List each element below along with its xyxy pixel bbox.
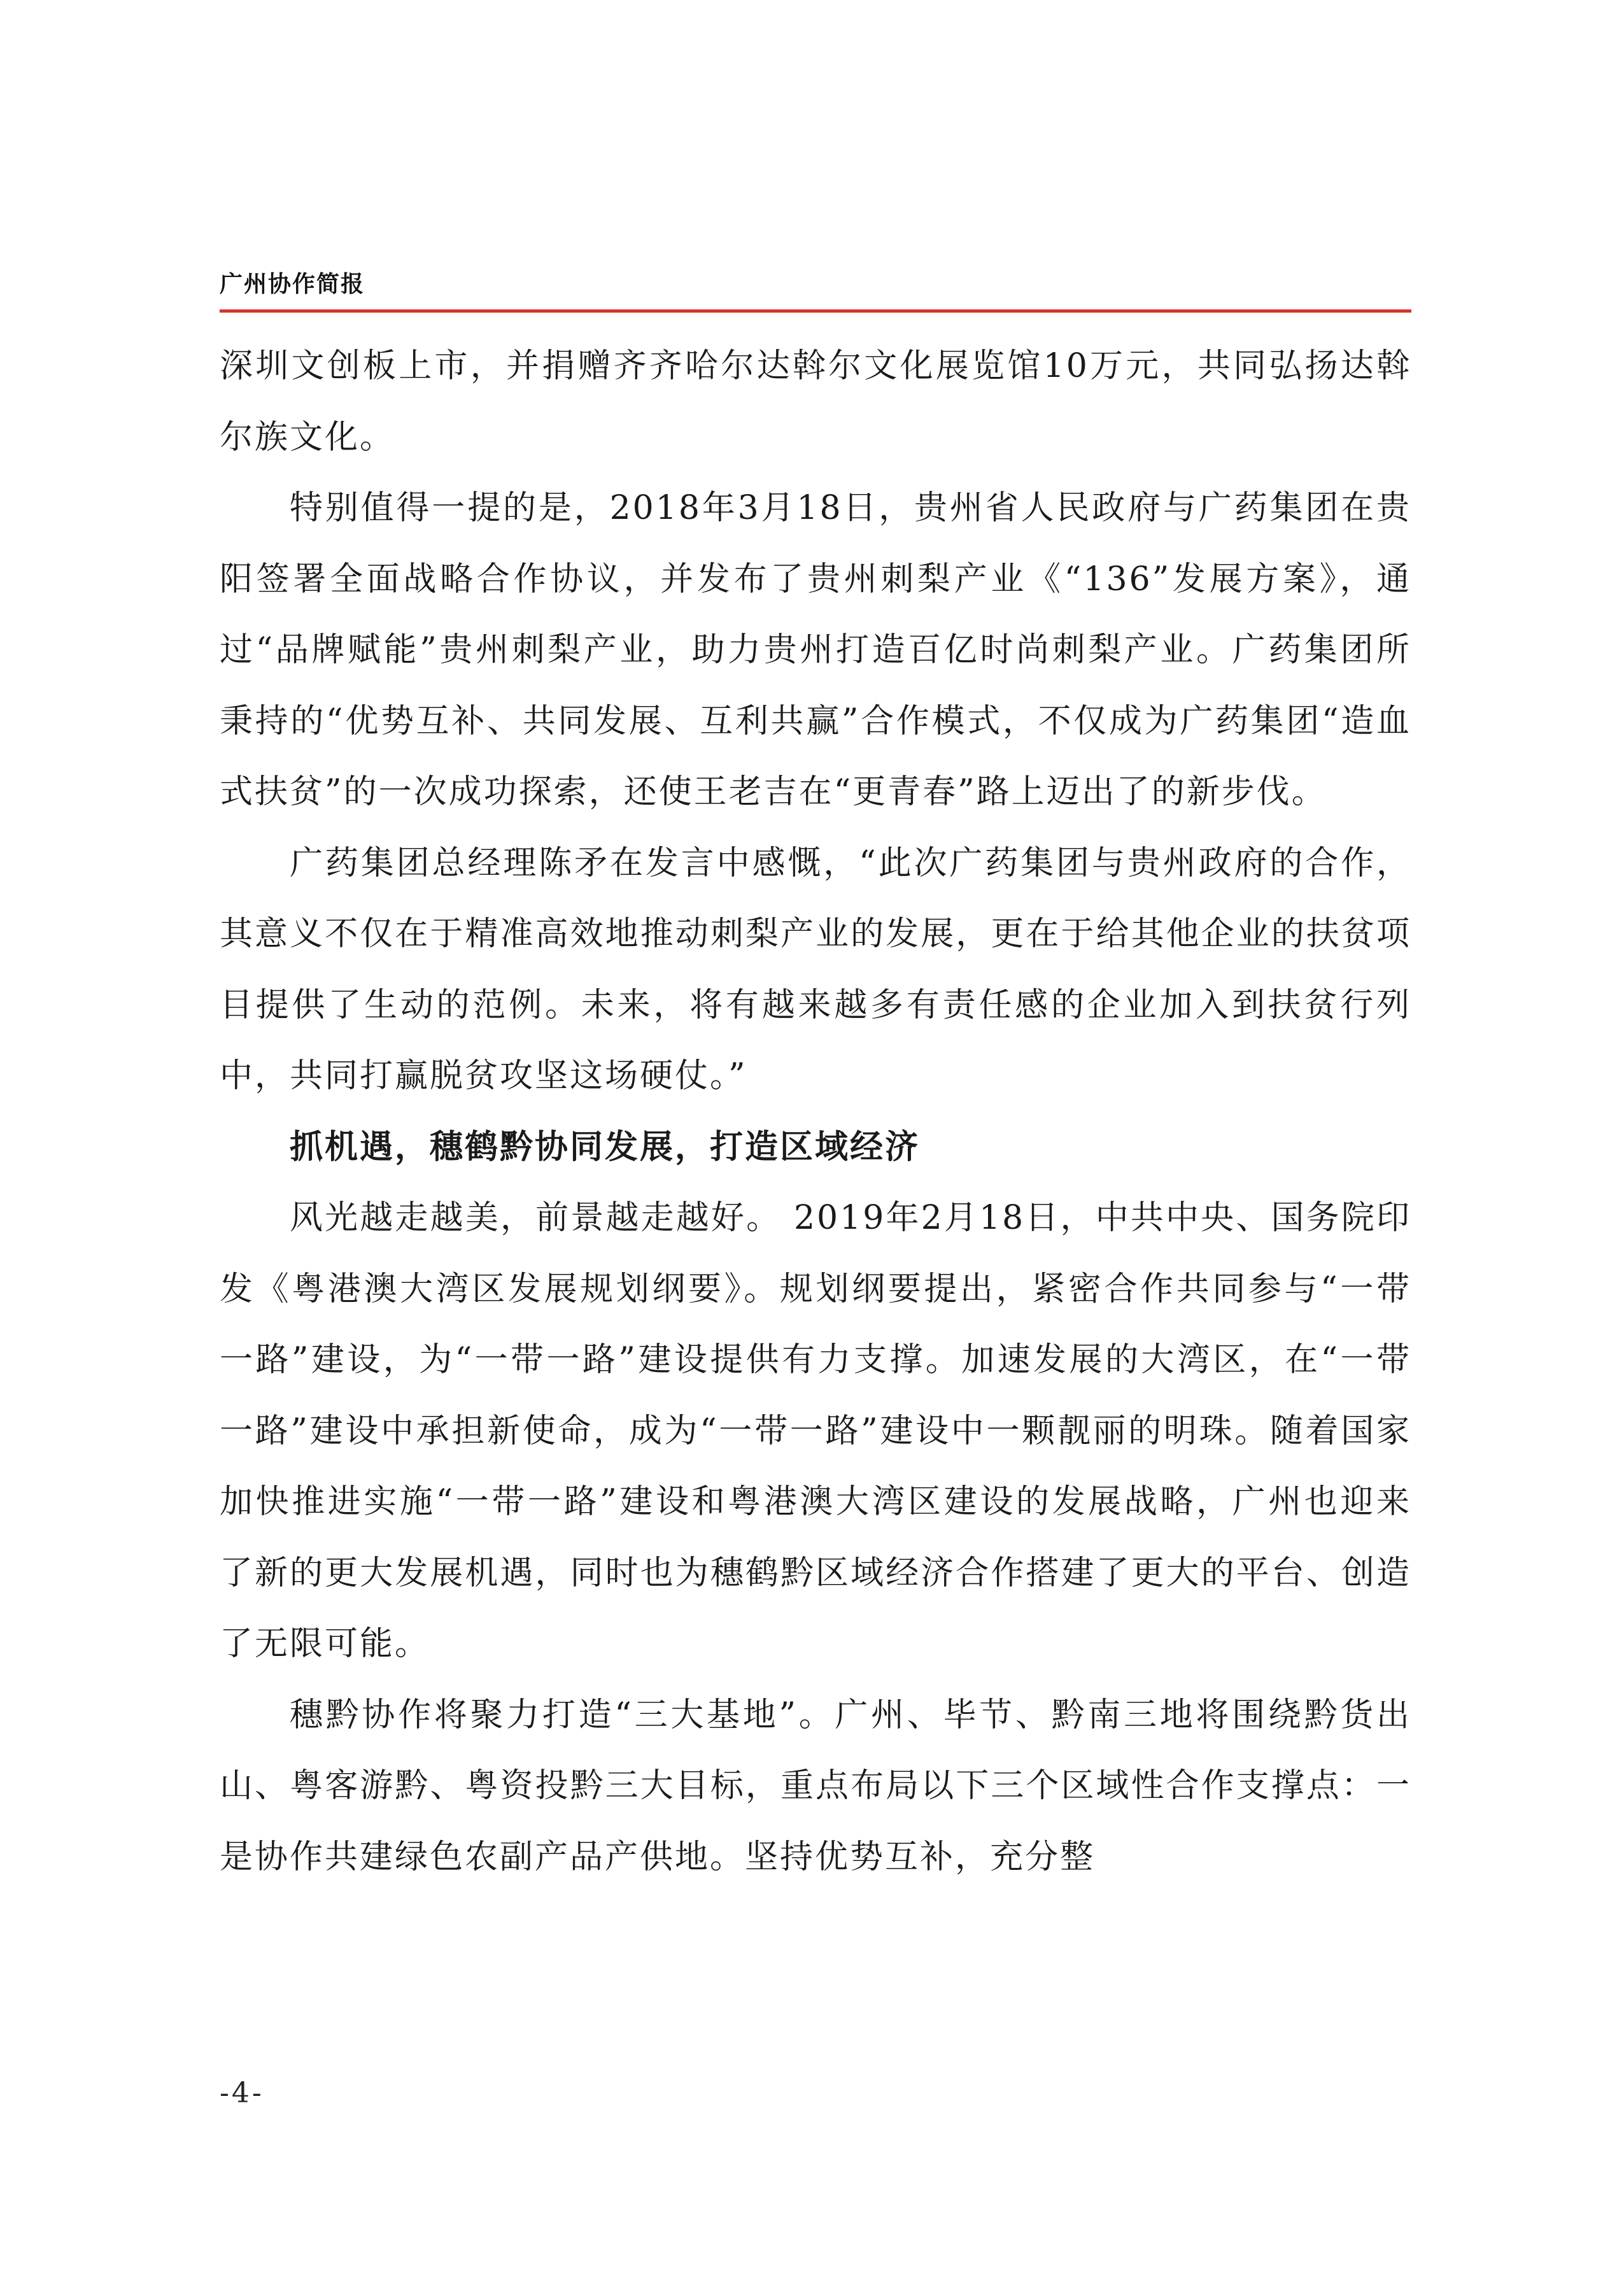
header-title: 广州协作简报 [220, 271, 365, 297]
page-number: -4- [220, 2077, 264, 2109]
paragraph-chen-mao-quote: 广药集团总经理陈矛在发言中感慨，“此次广药集团与贵州政府的合作，其意义不仅在于精准高效地推动刺梨产业的发展，更在于给其他企业的扶贫项目提供了生动的范例。未来，将有越来越多有责任感的企业加入到扶贫行列中，共同打赢脱贫攻坚这场硬仗。” [220, 844, 1411, 1095]
article-body [220, 331, 1411, 1893]
paragraph-three-bases: 穗黔协作将聚力打造“三大基地”。广州、毕节、黔南三地将围绕黔货出山、粤客游黔、粤资投黔三大目标，重点布局以下三个区域性合作支撑点：一是协作共建绿色农副产品产供地。坚持优势互补，充分整 [220, 1695, 1411, 1876]
header-divider [220, 309, 1411, 313]
paragraph-greater-bay-area: 风光越走越美，前景越走越好。 2019年2月18日，中共中央、国务院印发《粤港澳大湾区发展规划纲要》。规划纲要提出，紧密合作共同参与“一带一路”建设，为“一带一路”建设提供有力支撑。加速发展的大湾区，在“一带一路”建设中承担新使命，成为“一带一路”建设中一颗靓丽的明珠。随着国家加快推进实施“一带一路”建设和粤港澳大湾区建设的发展战略，广州也迎来了新的更大发展机遇，同时也为穗鹤黔区域经济合作搭建了更大的平台、创造了无限可能。 [220, 1199, 1411, 1663]
paragraph-continuation: 深圳文创板上市，并捐赠齐齐哈尔达斡尔文化展览馆10万元，共同弘扬达斡尔族文化。 [220, 347, 1411, 456]
section-heading: 抓机遇，穗鹤黔协同发展，打造区域经济 [290, 1128, 921, 1166]
paragraph-guangyao-guizhou-agreement: 特别值得一提的是，2018年3月18日，贵州省人民政府与广药集团在贵阳签署全面战略合作协议，并发布了贵州刺梨产业《“136”发展方案》，通过“品牌赋能”贵州刺梨产业，助力贵州打造百亿时尚刺梨产业。广药集团所秉持的“优势互补、共同发展、互利共赢”合作模式，不仅成为广药集团“造血式扶贫”的一次成功探索，还使王老吉在“更青春”路上迈出了的新步伐。 [220, 489, 1411, 811]
